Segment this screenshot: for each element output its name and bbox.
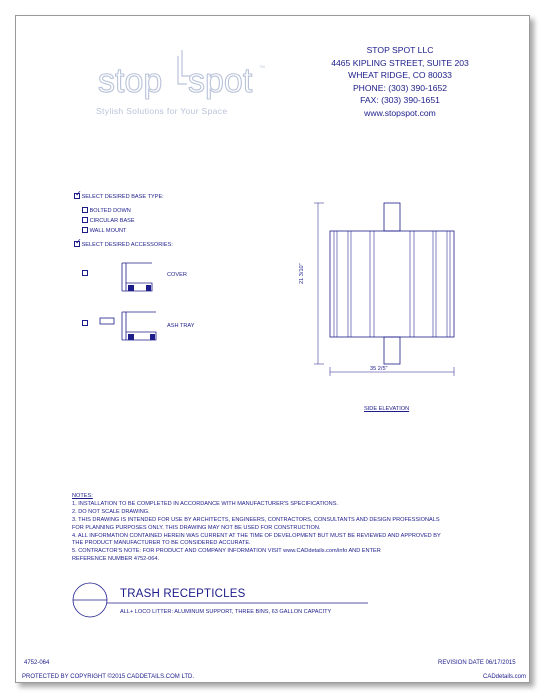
check-icon: ✓ bbox=[75, 189, 82, 198]
note-line: 4. ALL INFORMATION CONTAINED HEREIN WAS CURRENT AT THE TIME OF DEVELOPMENT BUT MUST BE REVIEWED AND APPROVED BY bbox=[72, 532, 441, 539]
check-icon: ✓ bbox=[75, 237, 82, 246]
accessories-heading: SELECT DESIRED ACCESSORIES: bbox=[81, 242, 173, 248]
logo-word-spot: spot bbox=[188, 62, 253, 100]
copyright-notice: PROTECTED BY COPYRIGHT ©2015 CADDETAILS.COM LTD. bbox=[22, 674, 195, 680]
notes-block bbox=[72, 493, 441, 564]
note-line: REFERENCE NUMBER 4752-064. bbox=[72, 556, 160, 563]
note-line: 5. CONTRACTOR'S NOTE: FOR PRODUCT AND COMPANY INFORMATION VISIT www.CADdetails.com/info AND ENTER bbox=[72, 548, 381, 555]
cover-checkbox[interactable] bbox=[82, 270, 88, 276]
height-dimension: 21 3/10" bbox=[299, 263, 305, 284]
base-type-heading: SELECT DESIRED BASE TYPE: bbox=[81, 194, 164, 200]
logo-tm: TM bbox=[259, 64, 265, 69]
ashtray-checkbox[interactable] bbox=[82, 320, 88, 326]
company-phone: PHONE: (303) 390-1652 bbox=[352, 82, 448, 93]
company-website: www.stopspot.com bbox=[364, 107, 436, 118]
notes-heading: NOTES: bbox=[72, 493, 93, 499]
side-elevation-caption: SIDE ELEVATION bbox=[364, 406, 410, 412]
accessories-checkbox[interactable] bbox=[74, 237, 82, 247]
logo-word-stop: stop bbox=[98, 62, 163, 100]
note-line: FOR PLANNING PURPOSES ONLY. THIS DRAWING MAY NOT BE USED FOR CONSTRUCTION. bbox=[72, 524, 321, 531]
base-type-checkbox[interactable] bbox=[74, 189, 82, 199]
base-type-option bbox=[74, 189, 164, 201]
company-name: STOP SPOT LLC bbox=[366, 45, 434, 55]
accessories-option bbox=[74, 237, 173, 249]
ashtray-label: ASH TRAY bbox=[167, 323, 195, 329]
wall-label: WALL MOUNT bbox=[89, 228, 127, 234]
drawing-title: TRASH RECEPTICLES bbox=[120, 588, 246, 600]
base-option-bolted bbox=[82, 206, 131, 215]
drawing-subtitle: ALL+ LOCO LITTER: ALUMINUM SUPPORT, THREE BINS, 63 GALLON CAPACITY bbox=[120, 609, 332, 615]
cover-label: COVER bbox=[167, 272, 187, 278]
logo-tagline: Stylish Solutions for Your Space bbox=[96, 106, 228, 116]
bolted-checkbox[interactable] bbox=[82, 207, 88, 213]
note-line: 2. DO NOT SCALE DRAWING. bbox=[72, 508, 150, 515]
note-line: 1. INSTALLATION TO BE COMPLETED IN ACCORDANCE WITH MANUFACTURER'S SPECIFICATIONS. bbox=[72, 500, 338, 507]
company-address-2: WHEAT RIDGE, CO 80033 bbox=[348, 70, 452, 80]
bolted-label: BOLTED DOWN bbox=[89, 208, 131, 214]
wall-checkbox[interactable] bbox=[82, 227, 88, 233]
base-option-wall bbox=[82, 226, 126, 235]
caddetails-site: CADdetails.com bbox=[483, 674, 527, 680]
circular-checkbox[interactable] bbox=[82, 217, 88, 223]
circular-label: CIRCULAR BASE bbox=[89, 218, 135, 224]
note-line: 3. THIS DRAWING IS INTENDED FOR USE BY ARCHITECTS, ENGINEERS, CONTRACTORS, CONSULTANTS AND DESIGN PROFESSIONALS bbox=[72, 516, 440, 523]
reference-number: 4752-064 bbox=[24, 660, 50, 666]
ashtray-icon bbox=[98, 310, 158, 344]
base-option-circular bbox=[82, 216, 135, 225]
side-elevation-drawing bbox=[290, 195, 480, 385]
company-address-1: 4465 KIPLING STREET, SUITE 203 bbox=[331, 57, 469, 68]
revision-date: REVISION DATE 06/17/2015 bbox=[438, 660, 516, 666]
width-dimension: 35 2/5" bbox=[370, 366, 388, 372]
company-block bbox=[310, 44, 490, 119]
cover-icon bbox=[118, 261, 158, 295]
company-fax: FAX: (303) 390-1651 bbox=[360, 95, 440, 105]
note-line: THE PRODUCT MANUFACTURER TO BE CONSIDERED ACCURATE. bbox=[72, 540, 251, 547]
